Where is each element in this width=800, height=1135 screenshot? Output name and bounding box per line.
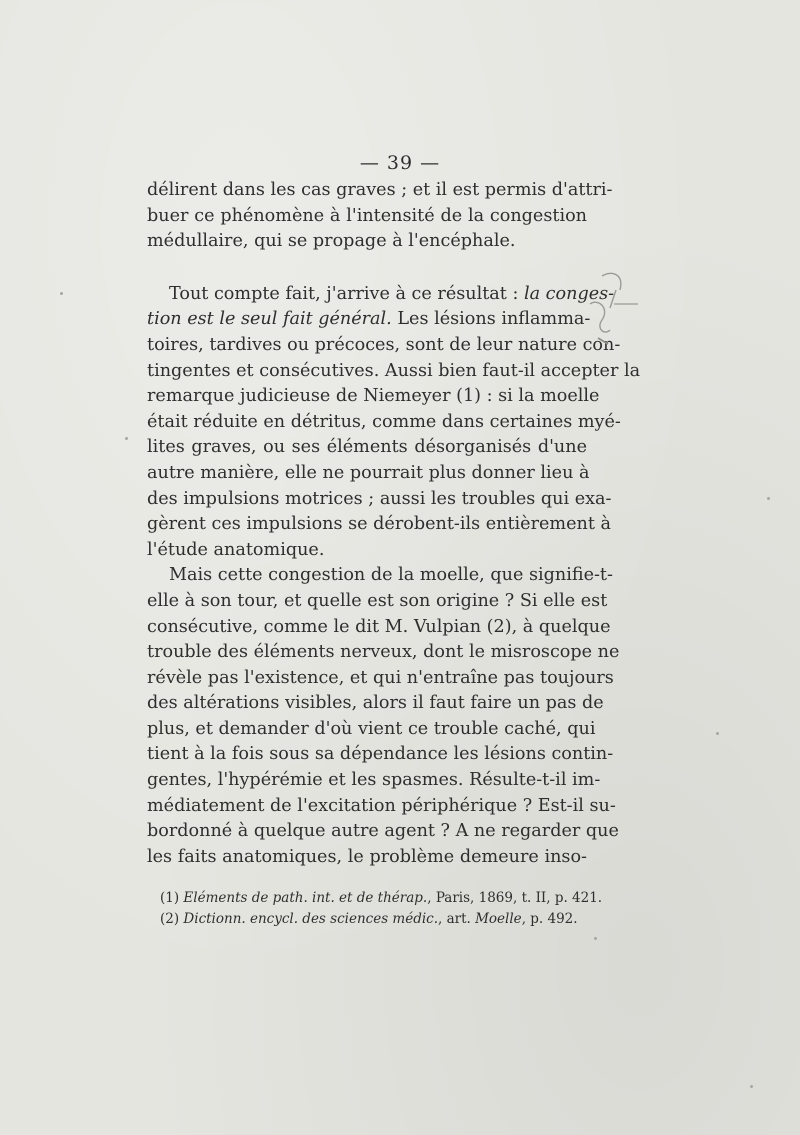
body-text xyxy=(147,178,641,870)
text-line xyxy=(147,307,591,333)
footnote-title: Eléments de path. int. et de thérap. xyxy=(183,890,428,906)
text-line: des altérations visibles, alors il faut faire un pas de xyxy=(147,693,604,714)
paper-speck xyxy=(594,937,597,940)
italic-fragment: la conges- xyxy=(523,283,615,304)
text-line: autre manière, elle ne pourrait plus donner lieu à xyxy=(147,462,590,483)
text-line: consécutive, comme le dit M. Vulpian (2), à quelque xyxy=(147,616,611,637)
footnote-marker: (2) xyxy=(160,911,180,927)
text-line: lites graves, ou ses éléments désorganisés d'une xyxy=(147,437,587,458)
text-fragment: Les lésions inflamma- xyxy=(391,309,591,330)
text-line: toires, tardives ou précoces, sont de leur nature con- xyxy=(147,334,621,355)
italic-fragment: tion est le seul fait général. xyxy=(147,309,392,330)
text-line: trouble des éléments nerveux, dont le misroscope ne xyxy=(147,642,620,663)
paper-speck xyxy=(767,497,770,500)
paragraph-1 xyxy=(147,178,613,255)
text-line: gentes, l'hypérémie et les spasmes. Résulte-t-il im- xyxy=(147,770,601,791)
text-line: des impulsions motrices ; aussi les troubles qui exa- xyxy=(147,488,612,509)
paper-speck xyxy=(125,437,128,440)
page-number: — 39 — xyxy=(359,152,441,174)
paper-speck xyxy=(716,732,719,735)
text-line: Mais cette congestion de la moelle, que signifie-t- xyxy=(169,565,613,586)
footnote-text: , p. 492. xyxy=(521,911,578,927)
text-line: remarque judicieuse de Niemeyer (1) : si la moelle xyxy=(147,386,600,407)
text-line: l'étude anatomique. xyxy=(147,539,325,560)
text-line: médullaire, qui se propage à l'encéphale. xyxy=(147,231,516,252)
text-line: délirent dans les cas graves ; et il est permis d'attri- xyxy=(147,180,613,200)
text-line: était réduite en détritus, comme dans certaines myé- xyxy=(147,411,621,432)
text-line: plus, et demander d'où vient ce trouble caché, qui xyxy=(147,718,596,739)
text-line: médiatement de l'excitation périphérique ? Est-il su- xyxy=(147,795,616,816)
footnote-text: , Paris, 1869, t. II, p. 421. xyxy=(427,890,603,906)
text-line: gèrent ces impulsions se dérobent-ils entièrement à xyxy=(147,514,611,535)
text-line: elle à son tour, et quelle est son origine ? Si elle est xyxy=(147,590,608,611)
paragraph-2 xyxy=(147,282,641,564)
footnote-2 xyxy=(160,909,600,930)
text-line: tient à la fois sous sa dépendance les lésions contin- xyxy=(147,744,614,765)
text-line: les faits anatomiques, le problème demeure inso- xyxy=(147,846,587,867)
footnote-1 xyxy=(160,888,603,909)
footnote-title: Dictionn. encycl. des sciences médic. xyxy=(183,911,439,927)
text-line: buer ce phénomène à l'intensité de la congestion xyxy=(147,205,587,226)
paper-speck xyxy=(750,1085,753,1088)
text-fragment: Tout compte fait, j'arrive à ce résultat : xyxy=(169,283,524,304)
text-line xyxy=(147,282,615,308)
paragraph-3 xyxy=(147,563,620,870)
footnote-marker: (1) xyxy=(160,890,180,906)
footnote-text: , art. xyxy=(438,911,476,927)
text-line: révèle pas l'existence, et qui n'entraîne pas toujours xyxy=(147,667,614,688)
footnotes xyxy=(160,888,603,930)
text-line: tingentes et consécutives. Aussi bien faut-il accepter la xyxy=(147,360,641,381)
paper-speck xyxy=(60,292,63,295)
footnote-title: Moelle xyxy=(475,911,522,927)
pencil-margin-mark xyxy=(580,268,640,358)
text-line: bordonné à quelque autre agent ? A ne regarder que xyxy=(147,821,619,842)
